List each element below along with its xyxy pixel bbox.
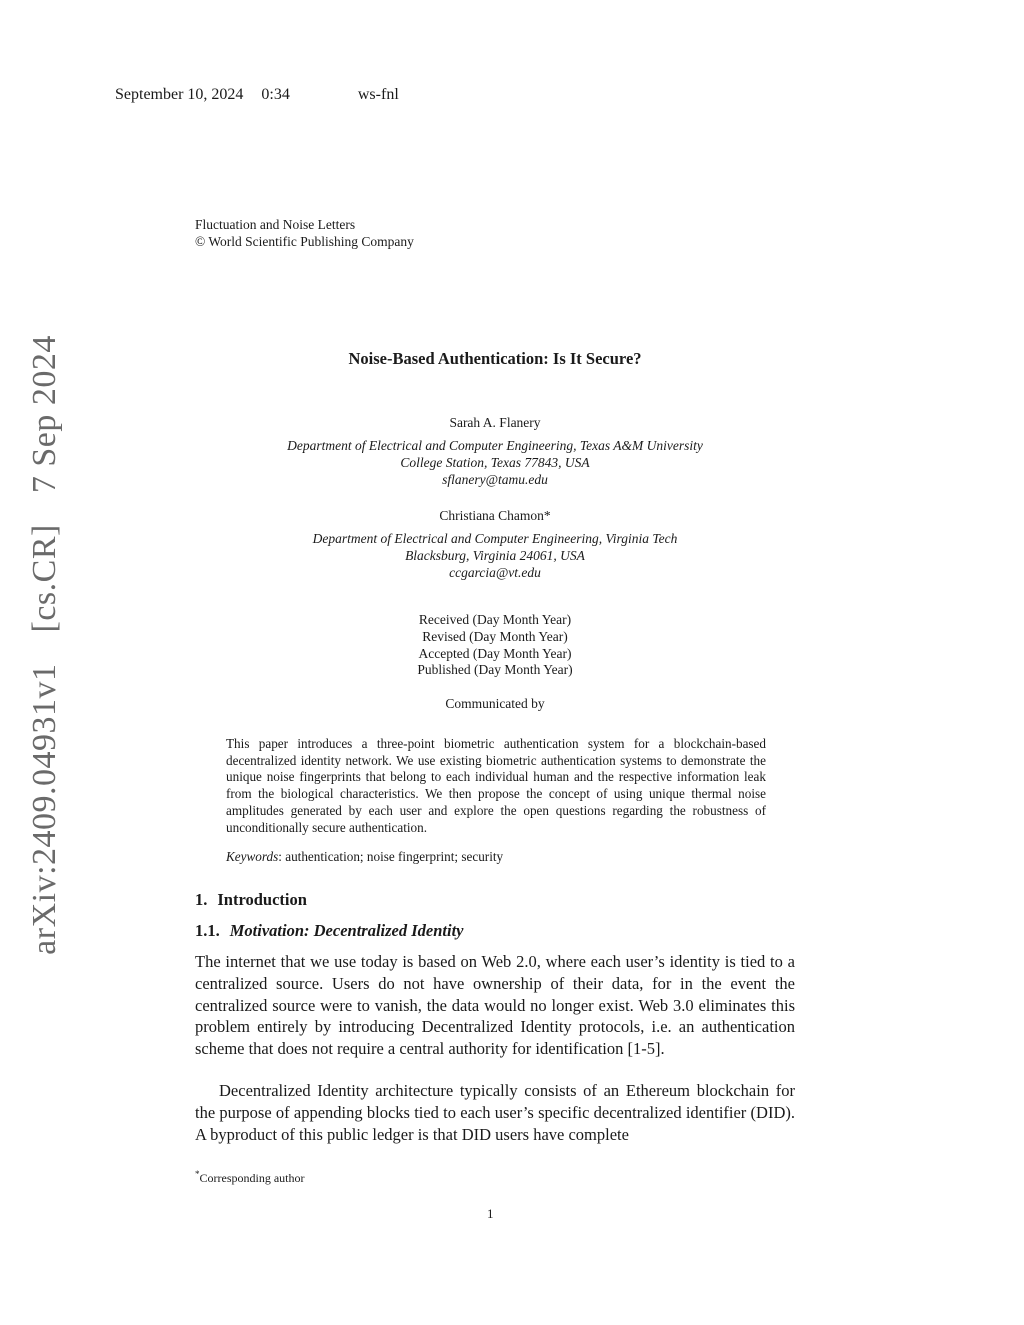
author-1-location: College Station, Texas 77843, USA: [400, 455, 590, 470]
subsection-title: Motivation: Decentralized Identity: [229, 921, 464, 940]
author-1-affiliation-block: [195, 437, 795, 488]
subsection-number: 1.1.: [195, 921, 220, 940]
footnote: [195, 1169, 304, 1186]
subsection-heading: [195, 921, 463, 941]
footnote-marker: *: [195, 1169, 200, 1179]
header-time: 0:34: [261, 86, 290, 103]
paper-title: Noise-Based Authentication: Is It Secure?: [348, 349, 642, 368]
date-published: Published (Day Month Year): [417, 662, 573, 678]
communicated-by: Communicated by: [445, 696, 545, 711]
journal-name: Fluctuation and Noise Letters: [195, 217, 356, 232]
author-2-email: ccgarcia@vt.edu: [449, 565, 541, 580]
journal-publisher: © World Scientific Publishing Company: [195, 234, 414, 249]
author-1-affiliation: Department of Electrical and Computer Engineering, Texas A&M University: [287, 438, 703, 453]
arxiv-stamp: [26, 335, 64, 955]
page-number: 1: [487, 1206, 494, 1221]
abstract: This paper introduces a three-point biometric authentication system for a blockchain-based decentralized identity network. We use existing biometric authentication systems to demonstrate the unique noise fingerprints that belong to each individual human and the respective information leak from the biological characteristics. We then propose the concept of using unique thermal noise amplitudes generated by each user and explore the open questions regarding the robustness of unconditionally secure authentication.: [226, 736, 766, 835]
author-1-email: sflanery@tamu.edu: [442, 472, 548, 487]
header-date: September 10, 2024: [115, 86, 244, 103]
arxiv-category: [cs.CR]: [26, 524, 63, 633]
section-title: Introduction: [217, 890, 307, 909]
journal-info: [195, 216, 414, 250]
author-1-name: Sarah A. Flanery: [449, 415, 541, 430]
keywords-label: Keywords: [226, 849, 279, 864]
date-received: Received (Day Month Year): [418, 612, 572, 627]
section-heading: [195, 890, 307, 910]
keywords-text: : authentication; noise fingerprint; security: [278, 849, 504, 864]
footnote-text: Corresponding author: [199, 1171, 305, 1185]
date-accepted: Accepted (Day Month Year): [418, 645, 572, 661]
author-2-affiliation-block: [195, 530, 795, 581]
arxiv-id: arXiv:2409.04931v1: [26, 663, 63, 955]
author-2-affiliation: Department of Electrical and Computer Engineering, Virginia Tech: [312, 531, 678, 546]
date-revised: Revised (Day Month Year): [422, 628, 568, 644]
keywords: [226, 849, 503, 865]
author-2-location: Blacksburg, Virginia 24061, USA: [405, 548, 585, 563]
arxiv-date: 7 Sep 2024: [26, 335, 63, 494]
section-number: 1.: [195, 890, 208, 909]
paragraph-2: Decentralized Identity architecture typically consists of an Ethereum blockchain for the purpose of appending blocks tied to each user’s specific decentralized identifier (DID). A byproduct of this public ledger is that DID users have complete: [195, 1081, 795, 1144]
paragraph-1: The internet that we use today is based on Web 2.0, where each user’s identity is tied to a centralized source. Users do not have ownership of their data, for in the event the centralized source were to vanish, the data would no longer exist. Web 3.0 eliminates this problem entirely by introducing Decentralized Identity protocols, i.e. an authentication scheme that does not require a central authority for identification [1-5].: [195, 952, 795, 1059]
running-header: [115, 86, 399, 104]
author-2-name: Christiana Chamon*: [439, 508, 551, 523]
header-tag: ws-fnl: [357, 86, 399, 103]
publication-dates: [195, 612, 795, 679]
